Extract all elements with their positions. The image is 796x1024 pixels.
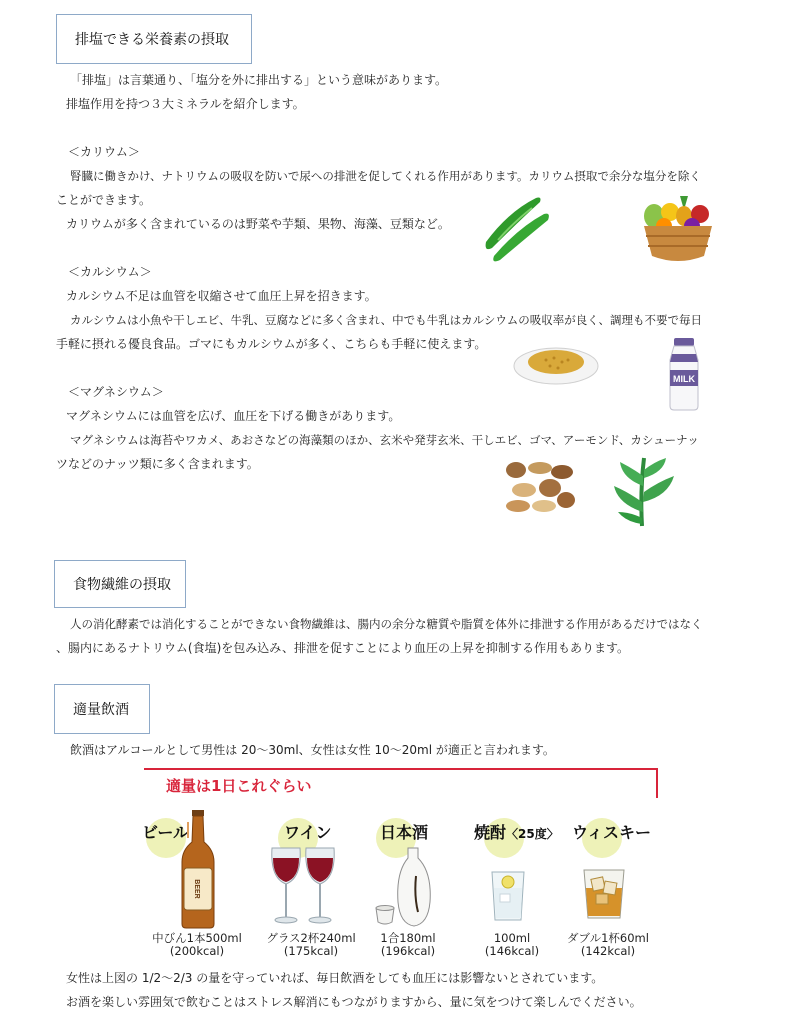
magnesium-line-3: ツなどのナッツ類に多く含まれます。 xyxy=(56,457,259,471)
whisky-amount-caption xyxy=(556,932,660,958)
beer-name: ビール xyxy=(142,823,190,842)
potassium-line-1: 腎臓に働きかけ、ナトリウムの吸収を防いで尿への排泄を促してくれる作用があります。カリウム摂取で余分な塩分を除く xyxy=(70,169,701,183)
intro-line-2: 排塩作用を持つ３大ミネラルを紹介します。 xyxy=(66,97,305,111)
cucumber-image xyxy=(478,192,554,264)
whisky-amount: ダブル1杯60ml xyxy=(567,931,649,945)
section-heading-moderate-drinking xyxy=(54,684,150,734)
closing-line-1: 女性は上図の 1/2～2/3 の量を守っていれば、毎日飲酒をしても血圧には影響ないとされています。 xyxy=(66,971,604,985)
beer-bottle-image xyxy=(178,808,218,930)
section-heading-dietary-fiber xyxy=(54,560,186,608)
wine-glasses-image xyxy=(268,842,340,930)
sake-amount-caption xyxy=(366,932,450,958)
fiber-line-1: 人の消化酵素では消化することができない食物繊維は、腸内の余分な糖質や脂質を体外に排泄する作用があるだけではなく xyxy=(70,617,703,631)
drinking-intro: 飲酒はアルコールとして男性は 20～30ml、女性は女性 10～20ml が適正と言われます。 xyxy=(70,743,555,757)
whisky-calories: (142kcal) xyxy=(580,944,636,958)
wine-amount: グラス2杯240ml xyxy=(266,931,356,945)
whisky-glass-image xyxy=(580,862,628,922)
shochu-amount-caption xyxy=(472,932,552,958)
sake-name: 日本酒 xyxy=(380,823,429,842)
calcium-title: ＜カルシウム＞ xyxy=(68,265,152,279)
calcium-line-1: カルシウム不足は血管を収縮させて血圧上昇を招きます。 xyxy=(66,289,377,303)
milk-bottle-image xyxy=(664,336,704,412)
potassium-line-3: カリウムが多く含まれているのは野菜や芋類、果物、海藻、豆類など。 xyxy=(66,217,450,231)
heading-text: 食物繊維の摂取 xyxy=(73,577,171,593)
beer-calories: (200kcal) xyxy=(169,944,225,958)
wine-name: ワイン xyxy=(284,823,332,842)
shochu-name-sub: 〈25度〉 xyxy=(506,827,559,841)
closing-line-2: お酒を楽しい雰囲気で飲むことはストレス解消にもつながりますから、量に気をつけて楽しんでください。 xyxy=(66,995,642,1009)
shochu-amount: 100ml xyxy=(493,931,531,945)
whisky-name: ウィスキー xyxy=(572,823,652,842)
nuts-image xyxy=(502,458,578,514)
magnesium-line-1: マグネシウムには血管を広げ、血圧を下げる働きがあります。 xyxy=(66,409,401,423)
beer-amount-caption xyxy=(142,932,252,958)
calcium-line-3: 手軽に摂れる優良食品。ゴマにもカルシウムが多く、こちらも手軽に使えます。 xyxy=(56,337,487,351)
wine-calories: (175kcal) xyxy=(283,944,339,958)
shochu-name xyxy=(474,820,559,843)
amount-banner-text: 適量は1日これぐらい xyxy=(166,777,312,795)
fiber-line-2: 、腸内にあるナトリウム(食塩)を包み込み、排泄を促すことにより血圧の上昇を抑制する作用もあります。 xyxy=(56,641,630,655)
beer-amount: 中びん1本500ml xyxy=(152,931,242,945)
milk-label: MILK xyxy=(673,374,695,384)
fruit-basket-image xyxy=(640,192,716,264)
magnesium-title: ＜マグネシウム＞ xyxy=(68,385,164,399)
shochu-calories: (146kcal) xyxy=(484,944,540,958)
intro-line-1: 「排塩」は言葉通り、「塩分を外に排出する」という意味があります。 xyxy=(70,73,448,87)
wine-amount-caption xyxy=(256,932,366,958)
heading-text: 適量飲酒 xyxy=(73,702,129,718)
seaweed-image xyxy=(608,452,678,528)
beer-label: BEER xyxy=(193,879,200,899)
magnesium-line-2: マグネシウムは海苔やワカメ、あおさなどの海藻類のほか、玄米や発芽玄米、干しエビ、ゴマ、アーモンド、カシューナッ xyxy=(70,433,699,447)
heading-text: 排塩できる栄養素の摂取 xyxy=(75,32,229,48)
amount-banner xyxy=(144,768,658,798)
sake-bottle-image xyxy=(374,846,440,930)
section-heading-salt-excretion xyxy=(56,14,252,64)
calcium-line-2: カルシウムは小魚や干しエビ、牛乳、豆腐などに多く含まれ、中でも牛乳はカルシウムの吸収率が良く、調理も不要で毎日 xyxy=(70,313,703,327)
sake-amount: 1合180ml xyxy=(380,931,436,945)
sake-calories: (196kcal) xyxy=(380,944,436,958)
shochu-glass-image xyxy=(488,868,528,924)
sesame-plate-image xyxy=(512,336,600,388)
potassium-title: ＜カリウム＞ xyxy=(68,145,140,159)
potassium-line-2: ことができます。 xyxy=(56,193,152,207)
shochu-name-main: 焼酎 xyxy=(474,823,507,842)
